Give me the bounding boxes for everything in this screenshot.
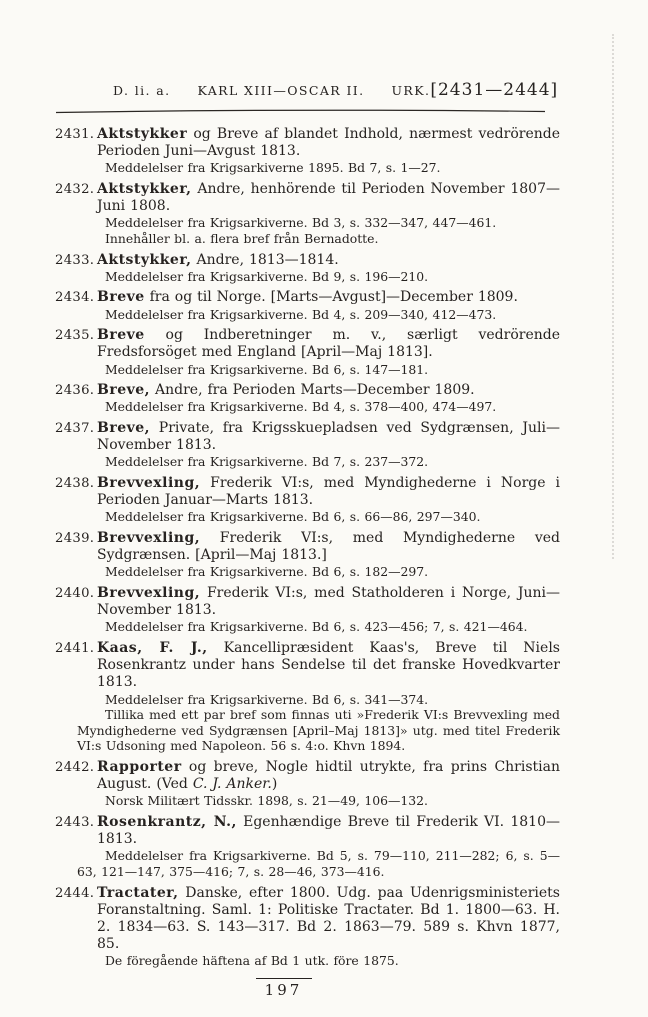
header-entry-range: [2431—2444] [430, 80, 559, 100]
entry-body [77, 639, 560, 754]
entry [55, 475, 560, 525]
header-classification: D. li. a. [113, 83, 171, 98]
entry-main-text [97, 252, 560, 269]
entry-lead: Breve, [97, 419, 151, 436]
entry-number: 2442. [55, 759, 95, 775]
entry-note: Meddelelser fra Krigsarkiverne. Bd 6, s. 182—297. [105, 564, 429, 580]
entry-rest: Frederik VI:s, med Myndighederne ved Sydgrænsen. [April—Maj 1813.] [97, 529, 560, 564]
header-title: KARL XIII—OSCAR II. [197, 83, 365, 98]
entry-main-text [97, 327, 560, 361]
entry-lead: Brevvexling, [97, 474, 201, 491]
entry-note: Meddelelser fra Krigsarkiverne. Bd 7, s. 237—372. [105, 454, 429, 470]
page-footer [31, 978, 536, 999]
entry-rest: Andre, 1813—1814. [191, 251, 339, 268]
entry-main-text [97, 475, 560, 509]
entry-body [97, 475, 560, 525]
entry-note: Meddelelser fra Krigsarkiverne. Bd 6, s. 423—456; 7, s. 421—464. [105, 619, 528, 635]
entry-note: Norsk Militært Tidsskr. 1898, s. 21—49, 106—132. [105, 793, 428, 809]
entry-body [97, 382, 560, 415]
entry-note: Meddelelser fra Krigsarkiverne. Bd 5, s. 79—110, 211—282; 6, s. 5—63, 121—147, 375—416; 7, s. 28—46, 373—416. [77, 848, 560, 879]
entry [55, 289, 560, 322]
entry-rest: Andre, fra Perioden Marts—December 1809. [150, 382, 475, 399]
entry-rest: Egenhændige Breve til Frederik VI. 1810—1813. [97, 813, 560, 848]
entry-body [97, 289, 560, 322]
entry-italic: C. J. Anker. [192, 776, 272, 793]
entry-note: Meddelelser fra Krigsarkiverne. Bd 4, s. 378—400, 474—497. [105, 399, 497, 415]
entry-lead: Breve [97, 327, 145, 344]
entry-rest: Private, fra Krigsskuepladsen ved Sydgrænsen, Juli—November 1813. [97, 419, 560, 454]
entry [55, 885, 560, 969]
entry-lead: Aktstykker [97, 126, 188, 142]
entry-note: Meddelelser fra Krigsarkiverne. Bd 4, s. 209—340, 412—473. [105, 306, 497, 322]
entry-body [97, 420, 560, 470]
scan-artifact-line [612, 34, 614, 559]
entry-body [97, 585, 560, 635]
entry [55, 252, 560, 285]
entry-main-text [97, 289, 560, 306]
entry-number: 2444. [55, 885, 95, 901]
entry-number: 2443. [55, 814, 95, 830]
entry-lead: Rosenkrantz, N., [97, 813, 237, 830]
entry-number: 2432. [55, 182, 95, 197]
entry-main-text [97, 640, 560, 692]
entry-main-text [97, 126, 560, 160]
entry-lead: Breve, [97, 382, 151, 399]
entry-main-text [97, 885, 560, 954]
entry-number: 2435. [55, 328, 95, 344]
entry-number: 2437. [55, 420, 95, 436]
page-number-rule [256, 978, 312, 979]
entry-body [97, 327, 560, 377]
entry-main-text [97, 181, 560, 215]
entry-number: 2438. [55, 475, 95, 491]
entry-body [97, 885, 560, 969]
entry-body [77, 813, 560, 880]
entry [55, 530, 560, 580]
header-section: URK. [391, 83, 431, 98]
entry-rest: og breve, Nogle hidtil utrykte, fra prins Christian August. (Ved [97, 758, 560, 793]
entry [55, 327, 560, 377]
entry-number: 2440. [55, 585, 95, 601]
entry-lead: Brevvexling, [97, 529, 201, 546]
header-left-group [113, 83, 430, 98]
entry-note: De föregående häftena af Bd 1 utk. före 1875. [105, 953, 399, 969]
entry-note: Meddelelser fra Krigsarkiverne 1895. Bd 7, s. 1—27. [105, 160, 441, 176]
entry-rest: og Indberetninger m. v., særligt vedrörende Fredsforsöget med England [April—Maj 1813]. [97, 327, 560, 361]
entry-lead: Brevvexling, [97, 584, 201, 601]
entry-number: 2441. [55, 640, 95, 656]
entry-rest: og Breve af blandet Indhold, nærmest vedrörende Perioden Juni—Avgust 1813. [97, 126, 560, 160]
page-content [55, 80, 560, 999]
entry-body [97, 530, 560, 580]
entry-main-text [97, 814, 560, 848]
entry-body [97, 181, 560, 247]
page-header [55, 80, 560, 100]
entry-main-text [97, 382, 560, 399]
entry-note: Meddelelser fra Krigsarkiverne. Bd 9, s. 196—210. [105, 268, 429, 284]
entry-lead: Aktstykker, [97, 251, 192, 268]
entry-body [97, 252, 560, 285]
entry-lead: Kaas, F. J., [97, 639, 208, 656]
entry-number: 2431. [55, 127, 95, 142]
entry-rest: Danske, efter 1800. Udg. paa Udenrigsministeriets Foranstaltning. Saml. 1: Politiske Tractater. Bd 1. 1800—63. H. 2. 1834—63. S. 143—317. Bd 2. 1863—79. 589 s. Khvn 1877, 85. [97, 884, 560, 953]
entry-note: Innehåller bl. a. flera bref från Bernadotte. [105, 231, 379, 246]
entry-note: Meddelelser fra Krigsarkiverne. Bd 6, s. 341—374. [105, 691, 429, 707]
entry-note: Meddelelser fra Krigsarkiverne. Bd 6, s. 147—181. [105, 361, 429, 377]
entry-rest-tail: ) [271, 776, 278, 793]
entry-note: Meddelelser fra Krigsarkiverne. Bd 6, s. 66—86, 297—340. [105, 509, 481, 525]
entry-main-text [97, 585, 560, 619]
entries-list [55, 126, 560, 969]
entry-rest: fra og til Norge. [Marts—Avgust]—December 1809. [144, 289, 518, 306]
entry [55, 585, 560, 635]
entry-rest: Andre, henhörende til Perioden November 1807—Juni 1808. [97, 181, 560, 215]
entry-main-text [97, 759, 560, 793]
entry [55, 420, 560, 470]
entry-number: 2433. [55, 252, 95, 268]
entry-lead: Tractater, [97, 884, 179, 901]
entry-note: Tillika med ett par bref som finnas uti »Frederik VI:s Brevvexling med Myndighederne ved Sydgrænsen [April–Maj 1813]» utg. med titel Frederik VI:s Udsoning med Napoleon. 56 s. 4:o. Khvn 1894. [77, 707, 560, 754]
entry-rest: Frederik VI:s, med Myndighederne i Norge i Perioden Januar—Marts 1813. [97, 474, 560, 509]
entry [55, 181, 560, 247]
entry-body [97, 126, 560, 176]
entry-lead: Rapporter [97, 758, 182, 775]
entry [55, 640, 560, 754]
page-number: 197 [264, 980, 303, 999]
entry-lead: Breve [97, 289, 145, 306]
entry-number: 2436. [55, 383, 95, 399]
entry-rest: Frederik VI:s, med Statholderen i Norge, Juni—November 1813. [97, 584, 560, 619]
entry [55, 382, 560, 415]
entry-main-text [97, 420, 560, 454]
entry-number: 2439. [55, 530, 95, 546]
entry [55, 126, 560, 176]
entry-number: 2434. [55, 290, 95, 306]
entry [55, 759, 560, 809]
header-rule [55, 108, 546, 114]
entry-note: Meddelelser fra Krigsarkiverne. Bd 3, s. 332—347, 447—461. [105, 215, 497, 231]
entry [55, 814, 560, 880]
entry-main-text [97, 530, 560, 564]
entry-lead: Aktstykker, [97, 181, 192, 197]
entry-rest: Kancellipræsident Kaas's, Breve til Niels Rosenkrantz under hans Sendelse til det franske Hovedkvarter 1813. [97, 639, 560, 691]
entry-body [97, 759, 560, 809]
